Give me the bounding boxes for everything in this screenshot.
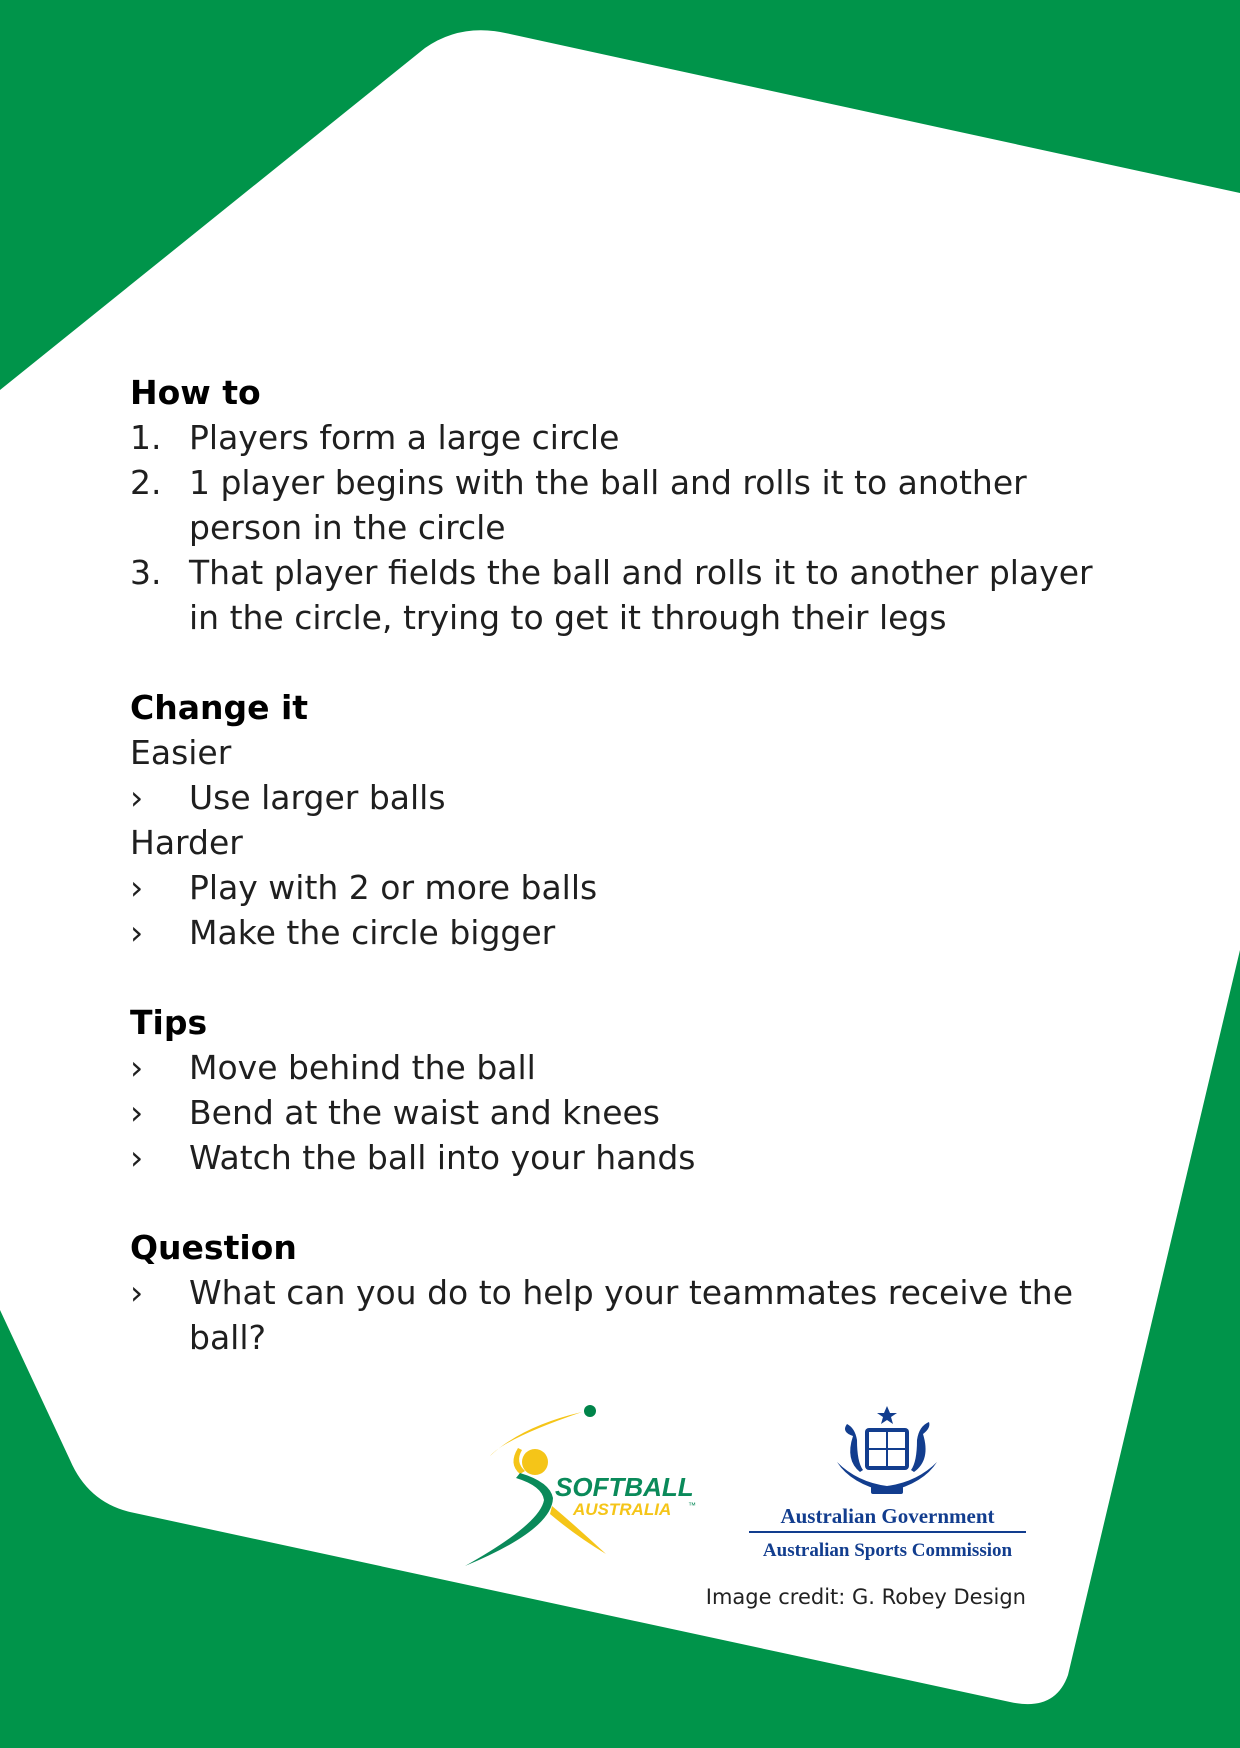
image-credit: Image credit: G. Robey Design xyxy=(705,1585,1026,1609)
list-item xyxy=(130,1090,1130,1135)
question-section xyxy=(130,1225,1130,1360)
how-to-section xyxy=(130,370,1130,640)
list-item-text: Players form a large circle xyxy=(189,418,620,457)
coat-of-arms-icon xyxy=(745,1400,1030,1500)
list-item xyxy=(130,550,1130,640)
list-item xyxy=(130,1135,1130,1180)
list-number: 3. xyxy=(130,553,162,592)
softball-wordmark: SOFTBALL xyxy=(555,1472,694,1502)
logo-divider xyxy=(749,1531,1026,1533)
list-item-text: That player fields the ball and rolls it to another player in the circle, trying to get it through their legs xyxy=(189,553,1093,637)
list-item-text: Bend at the waist and knees xyxy=(189,1093,660,1132)
change-it-section xyxy=(130,685,1130,955)
list-item xyxy=(130,1045,1130,1090)
list-item-text: Make the circle bigger xyxy=(189,913,556,952)
list-item-text: Watch the ball into your hands xyxy=(189,1138,696,1177)
list-number: 1. xyxy=(130,418,162,457)
chevron-right-icon: › xyxy=(130,778,144,817)
list-item-text: What can you do to help your teammates receive the ball? xyxy=(189,1273,1073,1357)
list-item xyxy=(130,1270,1130,1360)
list-number: 2. xyxy=(130,463,162,502)
trademark-symbol: ™ xyxy=(688,1501,696,1510)
drill-card-content xyxy=(130,370,1130,1405)
list-item-text: Use larger balls xyxy=(189,778,446,817)
question-heading: Question xyxy=(130,1228,297,1267)
australian-government-logo xyxy=(745,1400,1030,1565)
chevron-right-icon: › xyxy=(130,1048,144,1087)
chevron-right-icon: › xyxy=(130,868,144,907)
list-item xyxy=(130,865,1130,910)
chevron-right-icon: › xyxy=(130,1138,144,1177)
list-item xyxy=(130,415,1130,460)
easier-label: Easier xyxy=(130,733,232,772)
softball-australia-logo xyxy=(460,1398,710,1568)
list-item-text: Play with 2 or more balls xyxy=(189,868,598,907)
list-item-text: 1 player begins with the ball and rolls it to another person in the circle xyxy=(189,463,1027,547)
list-item-text: Move behind the ball xyxy=(189,1048,536,1087)
change-it-heading: Change it xyxy=(130,688,309,727)
chevron-right-icon: › xyxy=(130,1093,144,1132)
list-item xyxy=(130,910,1130,955)
chevron-right-icon: › xyxy=(130,913,144,952)
how-to-heading: How to xyxy=(130,373,261,412)
tips-section xyxy=(130,1000,1130,1180)
sports-commission-title: Australian Sports Commission xyxy=(762,1540,1013,1561)
tips-heading: Tips xyxy=(130,1003,208,1042)
chevron-right-icon: › xyxy=(130,1273,144,1312)
harder-label: Harder xyxy=(130,823,243,862)
australia-wordmark: AUSTRALIA xyxy=(573,1500,672,1519)
list-item xyxy=(130,775,1130,820)
government-title: Australian Government xyxy=(780,1504,995,1528)
list-item xyxy=(130,460,1130,550)
